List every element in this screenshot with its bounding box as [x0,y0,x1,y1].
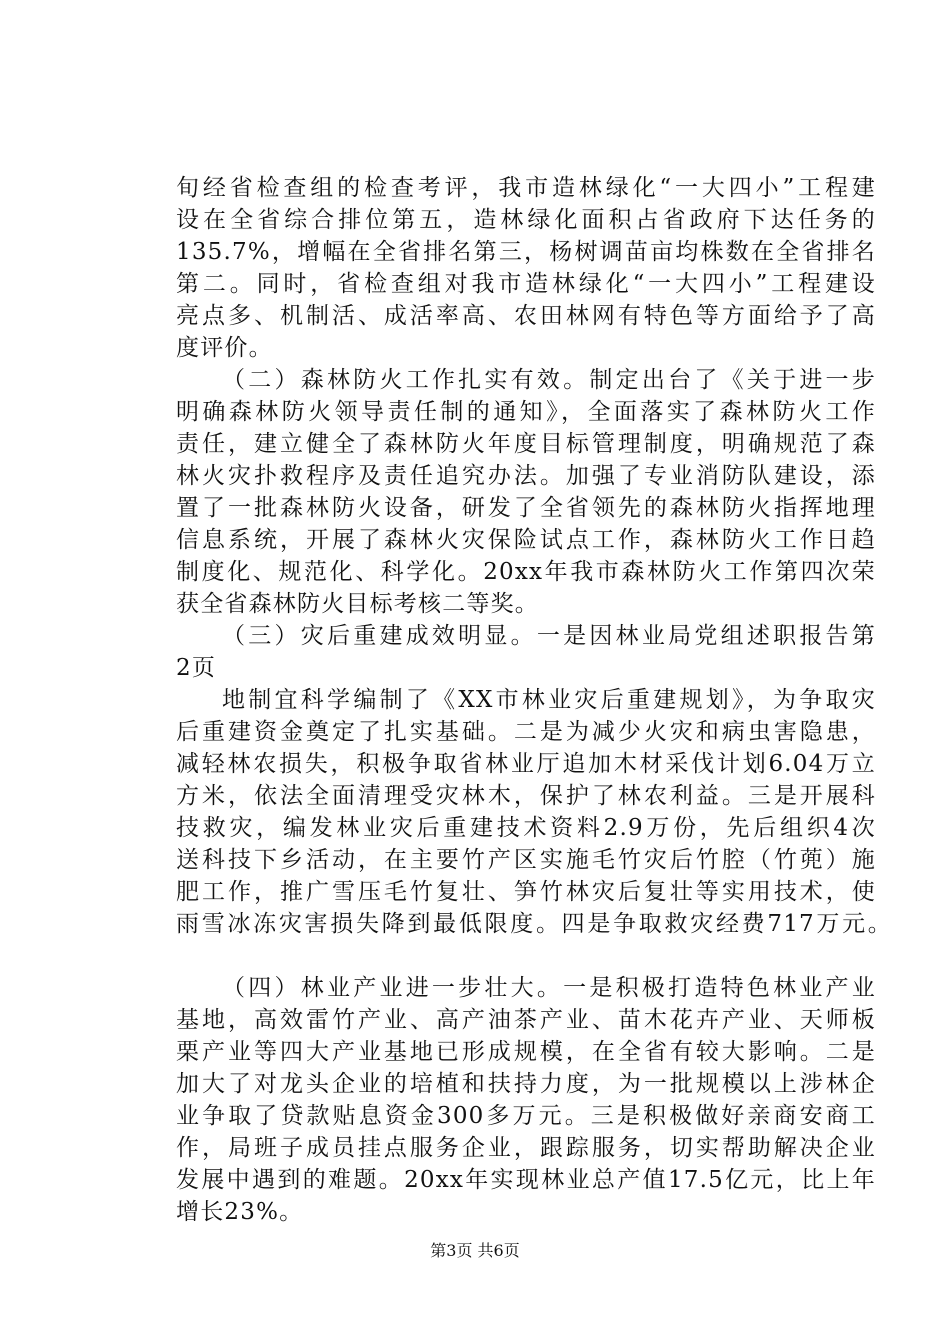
text-line: 雨雪冰冻灾害损失降到最低限度。四是争取救灾经费717万元。 [176,911,892,937]
text-line: 增长23%。 [176,1199,304,1225]
text-line: 度评价。 [176,335,273,361]
paragraph-first-line: （四）林业产业进一步壮大。一是积极打造特色林业产业 [222,975,876,1001]
text-line: 明确森林防火领导责任制的通知》，全面落实了森林防火工作 [176,399,876,425]
text-line: 基地，高效雷竹产业、高产油茶产业、苗木花卉产业、天师板 [176,1007,876,1033]
paragraph-first-line: （三）灾后重建成效明显。一是因林业局党组述职报告第 [222,623,876,649]
paragraph-first-line: （二）森林防火工作扎实有效。制定出台了《关于进一步 [222,367,876,393]
text-line: 作，局班子成员挂点服务企业，跟踪服务，切实帮助解决企业 [176,1135,876,1161]
text-line: 栗产业等四大产业基地已形成规模，在全省有较大影响。二是 [176,1039,876,1065]
text-line: 信息系统，开展了森林火灾保险试点工作，森林防火工作日趋 [176,527,876,553]
text-line: 获全省森林防火目标考核二等奖。 [176,591,539,617]
text-line: 第二。同时，省检查组对我市造林绿化“一大四小”工程建设 [176,271,876,297]
text-line: 减轻林农损失，积极争取省林业厅追加木材采伐计划6.04万立 [176,751,876,777]
text-line: 方米，依法全面清理受灾林木，保护了林农利益。三是开展科 [176,783,876,809]
text-line: 置了一批森林防火设备，研发了全省领先的森林防火指挥地理 [176,495,876,521]
text-line: 送科技下乡活动，在主要竹产区实施毛竹灾后竹腔（竹蔸）施 [176,847,876,873]
page-footer: 第3页 共6页 [430,1241,520,1260]
text-line: 林火灾扑救程序及责任追究办法。加强了专业消防队建设，添 [176,463,876,489]
text-line: 旬经省检查组的检查考评，我市造林绿化“一大四小”工程建 [176,175,876,201]
text-line: 发展中遇到的难题。20xx年实现林业总产值17.5亿元，比上年 [176,1167,876,1193]
text-line: 业争取了贷款贴息资金300多万元。三是积极做好亲商安商工 [176,1103,876,1129]
text-line: 后重建资金奠定了扎实基础。二是为减少火灾和病虫害隐患， [176,719,876,745]
text-line: 2页 [176,655,217,681]
text-line: 肥工作，推广雪压毛竹复壮、笋竹林灾后复壮等实用技术，使 [176,879,876,905]
text-line: 135.7%，增幅在全省排名第三，杨树调苗亩均株数在全省排名 [176,239,876,265]
text-line: 责任，建立健全了森林防火年度目标管理制度，明确规范了森 [176,431,876,457]
text-line: 加大了对龙头企业的培植和扶持力度，为一批规模以上涉林企 [176,1071,876,1097]
text-line: 设在全省综合排位第五，造林绿化面积占省政府下达任务的 [176,207,876,233]
text-line: 技救灾，编发林业灾后重建技术资料2.9万份，先后组织4次 [176,815,876,841]
text-line: 亮点多、机制活、成活率高、农田林网有特色等方面给予了高 [176,303,876,329]
paragraph-first-line: 地制宜科学编制了《XX市林业灾后重建规划》，为争取灾 [222,687,876,713]
text-line: 制度化、规范化、科学化。20xx年我市森林防火工作第四次荣 [176,559,876,585]
